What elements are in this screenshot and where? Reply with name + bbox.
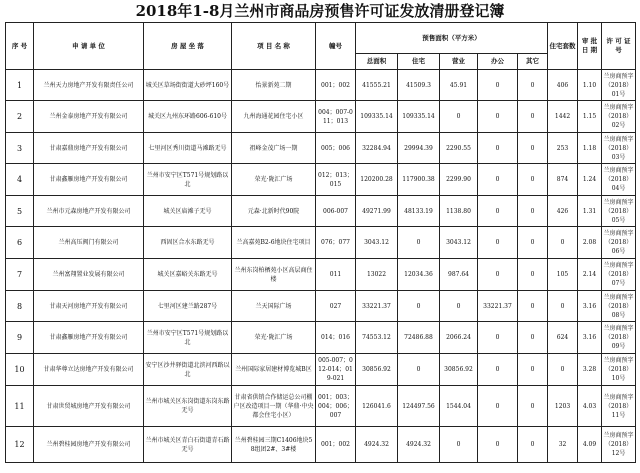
cell-applicant: 甘肃鑫雁房地产开发有限公司 [34,164,144,196]
cell-project: 兰高嘉苑B2-6地块住宅项目 [232,227,316,259]
cell-other: 0 [518,227,548,259]
cell-other: 0 [518,322,548,354]
cell-residential: 12034.36 [398,259,440,291]
cell-project: 祖峰金茂广场一期 [232,133,316,164]
cell-approval-date: 4.09 [578,427,602,463]
cell-residential: 29994.39 [398,133,440,164]
cell-total-area: 30856.92 [356,354,398,386]
header-project: 项 目 名 称 [232,23,316,70]
cell-units: 32 [548,427,578,463]
cell-seq: 1 [6,70,34,101]
cell-seq: 7 [6,259,34,291]
cell-total-area: 109335.14 [356,101,398,133]
cell-permit-no: 兰房商预字（2018）08号 [602,291,636,322]
cell-building: 001；002 [316,427,356,463]
header-commercial: 营业 [440,54,478,70]
cell-units: 0 [548,227,578,259]
table-row [6,291,636,322]
cell-units: 874 [548,164,578,196]
cell-building: 004；007-011；013 [316,101,356,133]
cell-building: 076；077 [316,227,356,259]
cell-applicant: 兰州富翔置业发展有限公司 [34,259,144,291]
cell-location: 七里河区建兰路287号 [144,291,232,322]
header-office: 办公 [478,54,518,70]
cell-residential: 72486.88 [398,322,440,354]
page-title: 2018年1-8月兰州市商品房预售许可证发放清册登记簿 [135,2,505,20]
cell-location: 兰州市安宁区T571号规划路以北 [144,164,232,196]
header-seq: 序 号 [6,23,34,70]
cell-project: 九州海通花园住宅小区 [232,101,316,133]
cell-approval-date: 2.14 [578,259,602,291]
header-applicant: 申 请 单 位 [34,23,144,70]
cell-other: 0 [518,196,548,227]
cell-commercial: 30856.92 [440,354,478,386]
table-row [6,196,636,227]
cell-building: 001；003；004；006；007 [316,386,356,427]
cell-seq: 11 [6,386,34,427]
cell-building: 012；013；015 [316,164,356,196]
cell-permit-no: 兰房商预字（2018）03号 [602,133,636,164]
cell-units: 253 [548,133,578,164]
cell-total-area: 41555.21 [356,70,398,101]
cell-permit-no: 兰房商预字（2018）01号 [602,70,636,101]
cell-seq: 2 [6,101,34,133]
cell-total-area: 120200.28 [356,164,398,196]
cell-building: 006-007 [316,196,356,227]
cell-applicant: 甘肃世贸城房地产开发有限公司 [34,386,144,427]
cell-office: 0 [478,133,518,164]
cell-permit-no: 兰房商预字（2018）12号 [602,427,636,463]
cell-units: 1442 [548,101,578,133]
cell-other: 0 [518,259,548,291]
cell-building: 005-007；012-014；019-021 [316,354,356,386]
cell-project: 荣光·陇汇广场 [232,164,316,196]
cell-seq: 6 [6,227,34,259]
cell-commercial: 2066.24 [440,322,478,354]
cell-total-area: 3043.12 [356,227,398,259]
cell-building: 027 [316,291,356,322]
table-row [6,133,636,164]
cell-other: 0 [518,427,548,463]
cell-applicant: 甘肃华尊立达房地产开发有限公司 [34,354,144,386]
cell-approval-date: 4.03 [578,386,602,427]
cell-location: 安宁区沙井驿街道北滨河西路以北 [144,354,232,386]
cell-commercial: 987.64 [440,259,478,291]
cell-permit-no: 兰房商预字（2018）09号 [602,322,636,354]
cell-units: 1203 [548,386,578,427]
header-permit-no: 许 可 证 号 [602,23,636,70]
cell-residential: 0 [398,227,440,259]
table-row [6,70,636,101]
cell-other: 0 [518,291,548,322]
cell-project: 怡景新苑二期 [232,70,316,101]
cell-total-area: 4924.32 [356,427,398,463]
header-location: 房 屋 坐 落 [144,23,232,70]
cell-residential: 48133.19 [398,196,440,227]
cell-units: 426 [548,196,578,227]
cell-units: 0 [548,291,578,322]
cell-office: 0 [478,259,518,291]
cell-project: 兰州碧桂园三期C1406地块58组团2#、3#楼 [232,427,316,463]
header-presale-area: 预售面积（平方米） [356,23,548,54]
cell-location: 城关区嘉峪关东路无号 [144,259,232,291]
cell-location: 西固区合水东路无号 [144,227,232,259]
cell-approval-date: 2.08 [578,227,602,259]
cell-office: 0 [478,70,518,101]
table-row [6,259,636,291]
cell-residential: 0 [398,291,440,322]
cell-location: 兰州市城关区东岗街道东岗东路无号 [144,386,232,427]
cell-seq: 10 [6,354,34,386]
cell-total-area: 32284.94 [356,133,398,164]
cell-applicant: 兰州天力房地产开发有限责任公司 [34,70,144,101]
table-row [6,101,636,133]
cell-approval-date: 3.16 [578,291,602,322]
cell-seq: 8 [6,291,34,322]
cell-seq: 4 [6,164,34,196]
cell-permit-no: 兰房商预字（2018）10号 [602,354,636,386]
cell-residential: 109335.14 [398,101,440,133]
cell-units: 105 [548,259,578,291]
cell-other: 0 [518,386,548,427]
cell-applicant: 甘肃嘉鼎房地产开发有限公司 [34,133,144,164]
cell-permit-no: 兰房商预字（2018）02号 [602,101,636,133]
cell-approval-date: 3.16 [578,322,602,354]
cell-location: 七里河区秀川街道马滩路无号 [144,133,232,164]
cell-commercial: 45.91 [440,70,478,101]
cell-office: 0 [478,322,518,354]
cell-commercial: 1544.04 [440,386,478,427]
cell-commercial: 3043.12 [440,227,478,259]
cell-permit-no: 兰房商预字（2018）05号 [602,196,636,227]
cell-office: 0 [478,101,518,133]
table-row [6,322,636,354]
cell-residential: 41509.3 [398,70,440,101]
cell-residential: 124497.56 [398,386,440,427]
cell-project: 兰州东岗柏栖苑小区高层商住楼 [232,259,316,291]
cell-total-area: 74553.12 [356,322,398,354]
cell-building: 005；006 [316,133,356,164]
cell-office: 0 [478,354,518,386]
cell-permit-no: 兰房商预字（2018）11号 [602,386,636,427]
cell-applicant: 甘肃天河房地产开发有限公司 [34,291,144,322]
header-other: 其它 [518,54,548,70]
cell-seq: 12 [6,427,34,463]
cell-location: 城关区庙滩子无号 [144,196,232,227]
cell-project: 兰州国际家居建材博览城B区 [232,354,316,386]
cell-project: 兰天国际广场 [232,291,316,322]
cell-approval-date: 1.24 [578,164,602,196]
header-units: 住宅套数 [548,23,578,70]
cell-building: 014；016 [316,322,356,354]
cell-project: 荣光·陇汇广场 [232,322,316,354]
cell-residential: 0 [398,354,440,386]
cell-office: 33221.37 [478,291,518,322]
table-row [6,386,636,427]
cell-location: 城关区九州东环路606-610号 [144,101,232,133]
cell-permit-no: 兰房商预字（2018）04号 [602,164,636,196]
cell-approval-date: 1.15 [578,101,602,133]
cell-total-area: 13022 [356,259,398,291]
permit-register-table [5,22,636,463]
cell-other: 0 [518,354,548,386]
cell-office: 0 [478,427,518,463]
cell-applicant: 甘肃鑫雁房地产开发有限公司 [34,322,144,354]
header-residential: 住宅 [398,54,440,70]
cell-applicant: 兰州高压阀门有限公司 [34,227,144,259]
cell-approval-date: 1.18 [578,133,602,164]
cell-office: 0 [478,164,518,196]
cell-approval-date: 3.28 [578,354,602,386]
cell-office: 0 [478,227,518,259]
cell-office: 0 [478,386,518,427]
cell-permit-no: 兰房商预字（2018）07号 [602,259,636,291]
cell-location: 兰州市城关区青白石街道青石路无号 [144,427,232,463]
cell-location: 兰州市安宁区T571号规划路以北 [144,322,232,354]
cell-total-area: 33221.37 [356,291,398,322]
cell-commercial: 0 [440,101,478,133]
cell-other: 0 [518,133,548,164]
cell-other: 0 [518,101,548,133]
cell-approval-date: 1.31 [578,196,602,227]
cell-other: 0 [518,70,548,101]
table-row [6,354,636,386]
cell-seq: 5 [6,196,34,227]
cell-applicant: 兰州金泰房地产开发有限公司 [34,101,144,133]
header-total-area: 总面积 [356,54,398,70]
cell-project: 甘肃省供销合作储运总公司棚户区改造项目一期（华鼎·中央都会住宅小区） [232,386,316,427]
header-building: 幢号 [316,23,356,70]
cell-building: 011 [316,259,356,291]
cell-building: 001；002 [316,70,356,101]
header-approval-date: 审 批 日 期 [578,23,602,70]
cell-total-area: 49271.99 [356,196,398,227]
cell-seq: 9 [6,322,34,354]
cell-residential: 4924.32 [398,427,440,463]
cell-applicant: 兰州市元森房地产开发有限公司 [34,196,144,227]
cell-units: 624 [548,322,578,354]
cell-project: 元森·北新时代90院 [232,196,316,227]
cell-residential: 117900.38 [398,164,440,196]
cell-units: 406 [548,70,578,101]
cell-other: 0 [518,164,548,196]
cell-units: 0 [548,354,578,386]
table-body [6,70,636,463]
cell-permit-no: 兰房商预字（2018）06号 [602,227,636,259]
table-row [6,164,636,196]
cell-office: 0 [478,196,518,227]
table-row [6,427,636,463]
cell-commercial: 2290.55 [440,133,478,164]
cell-location: 城关区草场街街道大砂坪160号 [144,70,232,101]
cell-commercial: 1138.80 [440,196,478,227]
cell-commercial: 0 [440,291,478,322]
cell-approval-date: 1.10 [578,70,602,101]
cell-seq: 3 [6,133,34,164]
cell-commercial: 2299.90 [440,164,478,196]
cell-total-area: 126041.6 [356,386,398,427]
cell-applicant: 兰州碧桂园房地产开发有限公司 [34,427,144,463]
cell-commercial: 0 [440,427,478,463]
table-row [6,227,636,259]
